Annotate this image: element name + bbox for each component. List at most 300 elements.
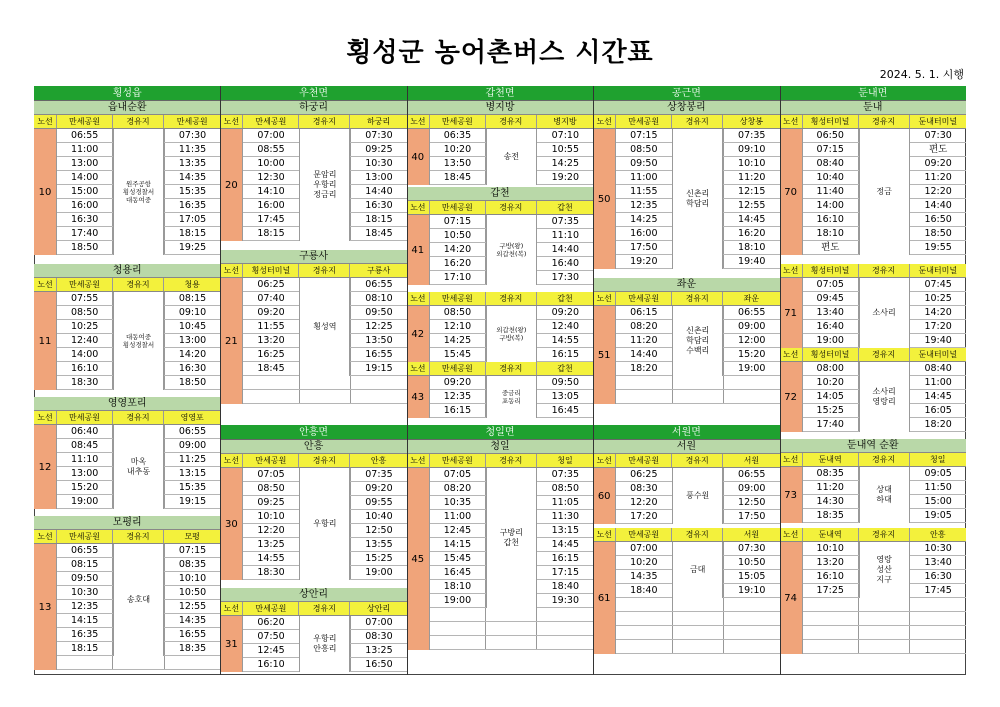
header-cell: 노선: [780, 264, 803, 277]
departure-time: 17:45: [243, 213, 299, 226]
arrival-time: 13:00: [178, 335, 207, 346]
header-cell: 횡성터미널: [803, 264, 859, 277]
table-header: [593, 292, 779, 306]
arrival-time: 10:55: [551, 144, 580, 155]
region-name: 병지방: [407, 101, 593, 115]
departure-time: 17:10: [430, 271, 486, 284]
departure-time: 13:20: [803, 556, 859, 569]
arrival-time: 10:50: [738, 557, 766, 568]
via-stops: 구방(왕) 외갑천(복): [486, 215, 537, 285]
district-header: 청일면: [407, 425, 593, 440]
header-cell: 경유지: [859, 264, 910, 277]
departure-time: 15:45: [430, 348, 486, 361]
region-name: 읍내순환: [34, 101, 220, 115]
header-cell: 노선: [593, 292, 616, 305]
departure-time: 10:10: [243, 510, 299, 523]
arrival-time: 12:50: [738, 497, 766, 508]
departure-time: 16:35: [57, 628, 113, 641]
departure-time: 14:40: [616, 348, 672, 361]
arrival-time: 19:40: [924, 335, 952, 346]
header-cell: 모평: [184, 532, 200, 541]
arrival-time: [910, 626, 966, 639]
departure-time: [616, 612, 672, 625]
arrival-time: 18:15: [365, 214, 393, 225]
arrival-time: [910, 640, 966, 653]
time-row: [616, 640, 779, 654]
route-section: [220, 425, 406, 580]
arrival-time: 15:20: [738, 349, 766, 360]
arrival-time: [724, 612, 780, 625]
arrival-time: 07:35: [365, 469, 393, 480]
via-spacer: [486, 622, 537, 635]
schedule-body: [220, 278, 406, 404]
schedule-body: [407, 129, 593, 185]
header-cell: 노선: [593, 115, 616, 128]
header-cell: 경유지: [113, 530, 164, 543]
header-cell: 만세공원: [57, 411, 113, 424]
via-spacer: [486, 636, 537, 649]
arrival-time: 10:30: [924, 543, 952, 554]
header-cell: 만세공원: [430, 362, 486, 375]
route-section: [780, 528, 966, 654]
route-section: [34, 397, 220, 509]
departure-time: 14:25: [616, 213, 672, 226]
departure-time: [616, 598, 672, 611]
arrival-time: 17:20: [924, 321, 952, 332]
departure-time: 14:35: [616, 570, 672, 583]
departure-time: 10:25: [57, 320, 113, 333]
header-cell: 만세공원: [57, 115, 113, 128]
departure-time: 13:00: [57, 467, 113, 480]
departure-time: 12:30: [243, 171, 299, 184]
schedule-body: [34, 292, 220, 390]
route-number: 45: [407, 468, 430, 650]
departure-time: 10:00: [243, 157, 299, 170]
header-cell: 경유지: [113, 278, 164, 291]
via-stops: 소사리 영랑리: [859, 362, 910, 432]
district-header: 둔내면: [780, 86, 966, 101]
arrival-time: 15:00: [924, 496, 952, 507]
schedule-body: [34, 544, 220, 670]
header-cell: 만세공원: [616, 454, 672, 467]
departure-time: 07:05: [803, 278, 859, 291]
via-spacer: [859, 640, 910, 653]
departure-time: 18:45: [430, 171, 486, 184]
via-stops: 상대 하대: [859, 467, 910, 523]
district-header: 서원면: [593, 425, 779, 440]
header-cell: 경유지: [859, 348, 910, 361]
district-header: 갑천면: [407, 86, 593, 101]
effective-date: 2024. 5. 1. 시행: [879, 68, 964, 81]
region-name: 둔내역 순환: [780, 439, 966, 453]
arrival-time: 17:05: [178, 214, 207, 225]
arrival-time: 13:40: [924, 557, 952, 568]
arrival-time: [724, 626, 780, 639]
arrival-time: 18:15: [178, 228, 207, 239]
arrival-time: 07:35: [551, 469, 580, 480]
table-header: [780, 264, 966, 278]
via-spacer: [859, 626, 910, 639]
arrival-time: 편도: [928, 144, 948, 155]
region-name: 좌운: [593, 278, 779, 292]
table-header: [34, 411, 220, 425]
route-number: 13: [34, 544, 57, 670]
header-cell: 만세공원: [616, 528, 672, 541]
route-number: 11: [34, 292, 57, 390]
arrival-time: [724, 390, 780, 403]
via-spacer: [673, 640, 724, 653]
departure-time: 10:10: [803, 542, 859, 555]
arrival-time: 12:20: [924, 186, 952, 197]
arrival-time: 19:20: [551, 172, 580, 183]
departure-time: 16:20: [430, 257, 486, 270]
header-cell: 서원: [743, 530, 760, 539]
departure-time: 16:45: [430, 566, 486, 579]
arrival-time: 18:20: [924, 419, 952, 430]
via-stops: 문암리 우항리 정금리: [299, 129, 350, 241]
departure-time: 09:50: [616, 157, 672, 170]
header-cell: 안흥: [930, 530, 946, 539]
time-row: [243, 376, 406, 390]
departure-time: 15:25: [803, 404, 859, 417]
via-spacer: [859, 598, 910, 611]
departure-time: 07:15: [616, 129, 672, 142]
arrival-time: 12:50: [365, 525, 393, 536]
route-section: [780, 264, 966, 348]
route-section: [34, 101, 220, 255]
departure-time: [430, 608, 486, 621]
route-number: 30: [220, 468, 243, 580]
header-cell: 만세공원: [430, 115, 486, 128]
header-cell: 노선: [593, 528, 616, 541]
header-cell: 둔내터미널: [918, 350, 958, 359]
arrival-time: 15:05: [738, 571, 766, 582]
arrival-time: 07:30: [738, 543, 766, 554]
departure-time: 06:40: [57, 425, 113, 438]
table-header: [593, 528, 779, 542]
header-cell: 하궁리: [366, 117, 391, 126]
departure-time: 18:15: [57, 642, 113, 655]
arrival-time: 15:35: [178, 186, 207, 197]
departure-time: 07:05: [430, 468, 486, 481]
column-separator: [407, 86, 408, 675]
departure-time: 16:30: [57, 213, 113, 226]
via-stops: 원주공항 횡성경찰서 대동여중: [113, 129, 164, 255]
departure-time: 14:10: [243, 185, 299, 198]
departure-time: 14:30: [803, 495, 859, 508]
departure-time: 18:30: [243, 566, 299, 579]
departure-time: 06:55: [57, 129, 113, 142]
time-row: [616, 626, 779, 640]
region-name: 구룡사: [220, 250, 406, 264]
departure-time: 13:40: [803, 306, 859, 319]
table-header: [220, 115, 406, 129]
arrival-time: 15:25: [365, 553, 393, 564]
arrival-time: 09:50: [551, 377, 580, 388]
departure-time: 08:50: [57, 306, 113, 319]
arrival-time: 12:55: [178, 601, 207, 612]
header-cell: 경유지: [299, 602, 350, 615]
header-cell: 노선: [220, 115, 243, 128]
time-row: [430, 636, 593, 650]
schedule-body: [34, 129, 220, 255]
via-spacer: [673, 376, 724, 389]
arrival-time: 13:50: [365, 335, 393, 346]
departure-time: [243, 390, 299, 403]
via-spacer: [673, 390, 724, 403]
header-cell: 경유지: [299, 115, 350, 128]
departure-time: 17:40: [803, 418, 859, 431]
district-header: 우천면: [220, 86, 406, 101]
header-cell: 노선: [220, 602, 243, 615]
time-row: [243, 390, 406, 404]
arrival-time: 06:55: [178, 426, 207, 437]
arrival-time: 13:15: [178, 468, 207, 479]
schedule-body: [780, 542, 966, 654]
table-header: [407, 454, 593, 468]
route-section: [407, 425, 593, 650]
departure-time: [803, 612, 859, 625]
departure-time: 06:55: [57, 544, 113, 557]
departure-time: 06:20: [243, 616, 299, 629]
arrival-time: 14:40: [551, 244, 580, 255]
departure-time: 14:00: [803, 199, 859, 212]
route-section: [407, 362, 593, 418]
departure-time: 18:45: [243, 362, 299, 375]
schedule-body: [593, 468, 779, 524]
departure-time: 08:50: [616, 143, 672, 156]
departure-time: 11:10: [57, 453, 113, 466]
table-header: [407, 201, 593, 215]
arrival-time: 09:00: [178, 440, 207, 451]
route-number: 71: [780, 278, 803, 348]
route-section: [593, 528, 779, 654]
departure-time: 19:20: [616, 255, 672, 268]
district-header: 횡성읍: [34, 86, 220, 101]
arrival-time: [724, 640, 780, 653]
route-number: 40: [407, 129, 430, 185]
departure-time: 14:05: [803, 390, 859, 403]
departure-time: 07:00: [243, 129, 299, 142]
arrival-time: 16:40: [551, 258, 580, 269]
arrival-time: 14:20: [924, 307, 952, 318]
departure-time: [803, 640, 859, 653]
arrival-time: 16:55: [178, 629, 207, 640]
arrival-time: 16:15: [551, 553, 580, 564]
header-cell: 만세공원: [430, 292, 486, 305]
arrival-time: 11:35: [178, 144, 207, 155]
arrival-time: 11:25: [178, 454, 207, 465]
arrival-time: 12:40: [551, 321, 580, 332]
header-cell: 경유지: [486, 292, 537, 305]
table-header: [407, 362, 593, 376]
route-number: 20: [220, 129, 243, 241]
table-header: [780, 528, 966, 542]
region-name: 갑천: [407, 187, 593, 201]
arrival-time: 13:25: [365, 645, 393, 656]
arrival-time: 09:20: [365, 483, 393, 494]
table-header: [407, 115, 593, 129]
departure-time: [430, 622, 486, 635]
time-row: [430, 622, 593, 636]
route-number: 72: [780, 362, 803, 432]
arrival-time: 18:45: [365, 228, 393, 239]
departure-time: 09:20: [243, 306, 299, 319]
header-cell: 둔내터미널: [918, 266, 958, 275]
arrival-time: 12:55: [738, 200, 766, 211]
departure-time: 15:45: [430, 552, 486, 565]
arrival-time: 11:30: [551, 511, 580, 522]
departure-time: 11:20: [616, 334, 672, 347]
departure-time: 07:15: [430, 215, 486, 228]
departure-time: 17:20: [616, 510, 672, 523]
arrival-time: 10:10: [178, 573, 207, 584]
arrival-time: 13:55: [365, 539, 393, 550]
departure-time: 17:40: [57, 227, 113, 240]
route-number: 74: [780, 542, 803, 654]
departure-time: 08:55: [243, 143, 299, 156]
header-cell: 경유지: [113, 411, 164, 424]
arrival-time: 09:00: [738, 483, 766, 494]
departure-time: 19:00: [430, 594, 486, 607]
header-cell: 노선: [34, 278, 57, 291]
route-section: [407, 292, 593, 362]
departure-time: 18:40: [616, 584, 672, 597]
arrival-time: 16:30: [365, 200, 393, 211]
departure-time: 16:15: [430, 404, 486, 417]
header-cell: 만세공원: [57, 278, 113, 291]
departure-time: 07:15: [803, 143, 859, 156]
via-stops: 송호대: [113, 544, 164, 656]
header-cell: 경유지: [859, 453, 910, 466]
arrival-time: 07:15: [178, 545, 207, 556]
departure-time: 18:35: [803, 509, 859, 522]
arrival-time: 09:50: [365, 307, 393, 318]
arrival-time: 10:45: [178, 321, 207, 332]
header-cell: 만세공원: [430, 454, 486, 467]
departure-time: 16:00: [243, 199, 299, 212]
departure-time: 12:20: [243, 524, 299, 537]
departure-time: 09:50: [57, 572, 113, 585]
route-section: [593, 101, 779, 269]
departure-time: 08:15: [57, 558, 113, 571]
arrival-time: 18:40: [551, 581, 580, 592]
district-column: [407, 86, 593, 675]
departure-time: 06:35: [430, 129, 486, 142]
departure-time: 12:10: [430, 320, 486, 333]
time-row: [430, 608, 593, 622]
schedule-body: [407, 215, 593, 285]
arrival-time: 06:55: [365, 279, 393, 290]
route-number: 10: [34, 129, 57, 255]
arrival-time: [537, 636, 593, 649]
via-stops: 우항리: [299, 468, 350, 580]
departure-time: [57, 656, 113, 669]
arrival-time: 08:30: [365, 631, 393, 642]
arrival-time: 14:20: [178, 349, 207, 360]
departure-time: 06:25: [243, 278, 299, 291]
header-cell: 좌운: [743, 294, 760, 303]
arrival-time: 14:40: [365, 186, 393, 197]
time-row: [803, 612, 966, 626]
header-cell: 노선: [220, 264, 243, 277]
departure-time: 12:35: [430, 390, 486, 403]
arrival-time: 17:45: [924, 585, 952, 596]
via-spacer: [300, 390, 351, 403]
departure-time: 08:20: [430, 482, 486, 495]
departure-time: 18:30: [57, 376, 113, 389]
departure-time: 16:00: [57, 199, 113, 212]
table-header: [220, 264, 406, 278]
route-number: 60: [593, 468, 616, 524]
departure-time: 14:25: [430, 334, 486, 347]
via-spacer: [673, 626, 724, 639]
header-cell: 노선: [593, 454, 616, 467]
arrival-time: 07:00: [365, 617, 393, 628]
arrival-time: 16:30: [924, 571, 952, 582]
region-name: 하궁리: [220, 101, 406, 115]
header-cell: 청일: [930, 455, 946, 464]
header-cell: 서원: [743, 456, 760, 465]
header-cell: 만세공원: [243, 115, 299, 128]
departure-time: 07:00: [616, 542, 672, 555]
district-header: 안흥면: [220, 425, 406, 440]
header-cell: 경유지: [299, 454, 350, 467]
header-cell: 노선: [34, 530, 57, 543]
schedule-body: [220, 129, 406, 241]
schedule-body: [220, 616, 406, 672]
arrival-time: [351, 376, 407, 389]
schedule-body: [780, 129, 966, 255]
arrival-time: 13:00: [365, 172, 393, 183]
via-stops: 정금: [859, 129, 910, 255]
district-column: [780, 86, 966, 675]
departure-time: 07:40: [243, 292, 299, 305]
arrival-time: 19:55: [924, 242, 952, 253]
departure-time: 18:50: [57, 241, 113, 254]
departure-time: 10:20: [430, 143, 486, 156]
time-row: [616, 390, 779, 404]
route-section: [407, 187, 593, 285]
departure-time: 11:55: [243, 320, 299, 333]
departure-time: 10:50: [430, 229, 486, 242]
region-name: 청용리: [34, 264, 220, 278]
route-section: [220, 250, 406, 404]
region-name: 안흥: [220, 440, 406, 454]
via-stops: 외갑천(왕) 구방(복): [486, 306, 537, 362]
arrival-time: 07:35: [551, 216, 580, 227]
departure-time: 18:20: [616, 362, 672, 375]
route-section: [593, 425, 779, 524]
route-number: 61: [593, 542, 616, 654]
route-number: 31: [220, 616, 243, 672]
via-spacer: [300, 376, 351, 389]
region-name: 상창봉리: [593, 101, 779, 115]
via-spacer: [673, 612, 724, 625]
departure-time: 11:00: [616, 171, 672, 184]
time-row: [616, 612, 779, 626]
column-separator: [593, 86, 594, 675]
region-name: 둔내: [780, 101, 966, 115]
route-section: [220, 588, 406, 672]
column-separator: [220, 86, 221, 675]
header-cell: 만세공원: [430, 201, 486, 214]
via-stops: 풍수원: [672, 468, 723, 524]
header-cell: 경유지: [486, 201, 537, 214]
departure-time: 12:20: [616, 496, 672, 509]
departure-time: 10:40: [803, 171, 859, 184]
header-cell: 횡성터미널: [243, 264, 299, 277]
